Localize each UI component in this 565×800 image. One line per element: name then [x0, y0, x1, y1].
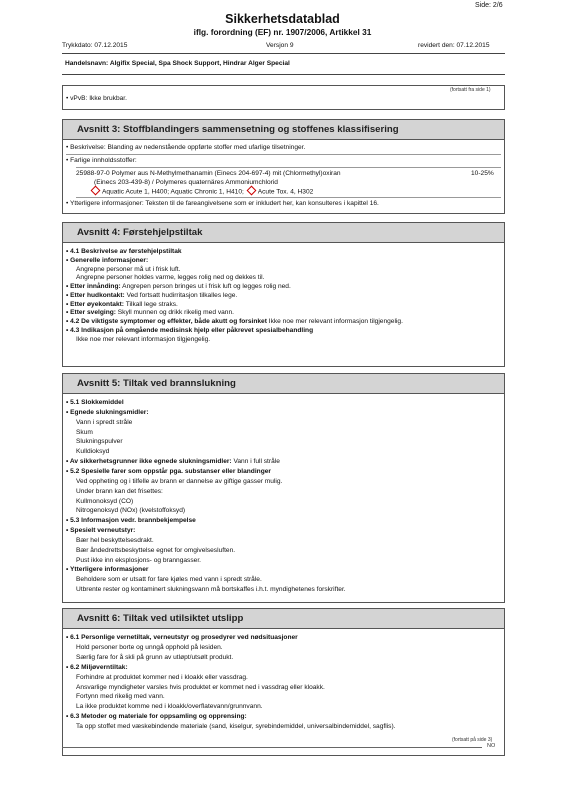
s4-line-label: • Generelle informasjoner:: [66, 256, 149, 264]
s4-line-label: • 4.3 Indikasjon på omgående medisinsk hjelp eller påkrevet spesialbehandling: [66, 326, 314, 334]
s5-line-label: • 5.3 Informasjon vedr. brannbekjempelse: [66, 517, 196, 525]
s5-line-text: Under brann kan det frisettes:: [76, 487, 163, 495]
s4-line-label: • 4.1 Beskrivelse av førstehjelpstiltak: [66, 248, 182, 255]
section-3-header: [62, 119, 505, 140]
continued-on-note: (fortsatt på side 3): [452, 737, 493, 743]
s6-line-label: • 6.2 Miljøverntiltak:: [66, 663, 128, 671]
s3-hazard-line: [90, 188, 313, 197]
s4-line: [66, 327, 313, 335]
s3-divider-1: [66, 154, 501, 155]
s6-line: [76, 684, 325, 692]
s4-line: [66, 248, 182, 256]
s4-line: [66, 318, 403, 326]
s5-line-text: Kulldioksyd: [76, 448, 110, 456]
s5-line-label: • Egnede slukningsmidler:: [66, 408, 149, 416]
s6-line-text: Forhindre at produktet kommer ned i kloakk eller vassdrag.: [76, 673, 248, 681]
s6-line-text: Særlig fare for å skli på grunn av utløpt/utsølt produkt.: [76, 653, 234, 661]
s4-line-text: Angrepne personer må ut i frisk luft.: [76, 265, 181, 273]
s5-line-text: Vann i spredt stråle: [76, 418, 133, 426]
s5-line: [66, 458, 280, 466]
s5-line: [66, 409, 149, 417]
s6-line: [66, 664, 128, 672]
s4-line: [66, 301, 178, 309]
s5-line-text: Bær åndedrettsbeskyttelse egnet for omgivelsesluften.: [76, 546, 236, 554]
s4-line: [76, 274, 264, 282]
header-divider: [62, 53, 505, 54]
s3-substance-line2: (Einecs 203-439-8) / Polymeres quaternäres Ammoniumchlorid: [94, 179, 278, 186]
s3-substance-percent: 10-25%: [471, 170, 494, 177]
exclamation-hazard-icon: [246, 186, 256, 196]
s5-line: [76, 586, 346, 594]
s4-line: [66, 309, 234, 317]
section-3-title: Avsnitt 3: Stoffblandingers sammensetning og stoffenes klassifisering: [77, 124, 399, 135]
s5-line: [66, 468, 271, 476]
trade-name-divider: [62, 74, 505, 75]
s6-line: [76, 674, 248, 682]
document-title: Sikkerhetsdatablad: [225, 12, 340, 26]
section-5-header: [62, 373, 505, 394]
s3-ytterligere: • Ytterligere informasjoner: Teksten til de fareangivelsene som er inkludert her, kan konsulteres i kapittel 16.: [66, 200, 379, 207]
s5-line: [76, 429, 93, 437]
s5-line: [66, 566, 148, 574]
s6-line: [76, 654, 233, 662]
s5-line-text: Bær hel beskyttelsesdrakt.: [76, 536, 154, 544]
s3-hazard-1: Aquatic Acute 1, H400; Aquatic Chronic 1, H410;: [102, 188, 244, 196]
s5-line: [76, 537, 154, 545]
vpvb-line: • vPvB: Ikke brukbar.: [66, 95, 127, 102]
s4-line-label: • 4.2 De viktigste symptomer og effekter, både akutt og forsinket: [66, 318, 267, 325]
s5-line-text: Ved oppheting og i tilfelle av brann er dannelse av giftige gasser mulig.: [76, 477, 283, 485]
s5-line: [76, 547, 235, 555]
s5-line: [76, 419, 132, 427]
section-6-box: [62, 608, 505, 756]
s4-line: [66, 257, 148, 265]
continuation-box: [62, 85, 505, 110]
s3-substance-line1: 25988-97-0 Polymer aus N-Methylmethanamin (Einecs 204-697-4) mit (Chlormethyl)oxiran: [76, 170, 341, 177]
s6-line-text: La ikke produktet komme ned i kloakk/overflatevann/grunnvann.: [76, 703, 263, 711]
s5-line: [66, 399, 124, 407]
s3-divider-3: [76, 197, 501, 198]
s6-line-text: Hold personer borte og unngå opphold på lesiden.: [76, 643, 223, 651]
s5-line-label: • 5.2 Spesielle farer som oppstår pga. substanser eller blandinger: [66, 467, 271, 475]
s5-line-text: Vann i full stråle: [231, 458, 280, 466]
s5-line: [76, 488, 163, 496]
s4-line: [76, 336, 210, 344]
s6-line: [66, 634, 298, 642]
section-5-title: Avsnitt 5: Tiltak ved brannslukning: [77, 378, 236, 389]
s6-line-text: Ansvarlige myndigheter varsles hvis produktet er kommet ned i vassdrag eller kloakk.: [76, 683, 325, 691]
s5-line: [76, 478, 282, 486]
s4-line-text: Angrepen person bringes ut i frisk luft og legges rolig ned.: [120, 283, 291, 290]
s3-farlige: • Farlige innholdsstoffer:: [66, 157, 137, 164]
document-subtitle: iflg. forordning (EF) nr. 1907/2006, Artikkel 31: [193, 27, 372, 37]
s4-line-text: Tilkall lege straks.: [124, 300, 178, 308]
s6-line: [76, 644, 223, 652]
s5-line: [76, 576, 262, 584]
s5-line-label: • Spesielt verneutstyr:: [66, 527, 136, 535]
s4-line: [66, 283, 291, 291]
section-4-header: [62, 222, 505, 243]
s5-line-text: Slukningspulver: [76, 438, 123, 446]
footer-divider: [62, 747, 482, 748]
s5-line-text: Pust ikke inn eksplosjons- og branngasser.: [76, 556, 201, 564]
s3-divider-2: [76, 167, 501, 168]
footer-code: NO: [487, 743, 496, 749]
section-6-title: Avsnitt 6: Tiltak ved utilsiktet utslipp: [77, 613, 244, 624]
s5-line-label: • Ytterligere informasjoner: [66, 566, 149, 574]
s5-line: [76, 498, 133, 506]
s6-line: [76, 703, 263, 711]
s6-line-label: • 6.3 Metoder og materiale for oppsamling og opprensing:: [66, 713, 247, 721]
section-4-title: Avsnitt 4: Førstehjelpstiltak: [77, 227, 203, 238]
s5-line: [76, 507, 185, 515]
s5-line-label: • Av sikkerhetsgrunner ikke egnede slukningsmidler:: [66, 458, 232, 466]
continued-from-note: (fortsatt fra side 1): [450, 87, 491, 93]
s5-line: [76, 438, 123, 446]
version: Versjon 9: [266, 42, 294, 49]
s4-line-label: • Etter svelging:: [66, 309, 116, 317]
s3-beskrivelse: • Beskrivelse: Blanding av nedenstående oppførte stoffer med ufarlige tilsetninger.: [66, 144, 306, 151]
s5-line: [76, 557, 201, 565]
s6-line: [76, 693, 165, 701]
s5-line: [66, 517, 196, 525]
s5-line-label: • 5.1 Slokkemiddel: [66, 399, 124, 406]
s4-line: [66, 292, 237, 300]
s5-line-text: Utbrente rester og kontaminert slukningsvann må bortskaffes i.h.t. myndighetenes forskrifter.: [76, 586, 346, 594]
s4-line-label: • Etter øyekontakt:: [66, 300, 125, 308]
s5-line-text: Skum: [76, 428, 93, 436]
s4-line-text: Skyll munnen og drikk rikelig med vann.: [115, 309, 234, 317]
s5-line-text: Beholdere som er utsatt for fare kjøles med vann i spredt stråle.: [76, 576, 262, 584]
s6-line-text: Fortynn med rikelig med vann.: [76, 693, 165, 701]
s4-line: [76, 266, 180, 274]
s5-line: [76, 448, 109, 456]
s4-line-label: • Etter innånding:: [66, 283, 121, 290]
print-date: Trykkdato: 07.12.2015: [62, 42, 128, 49]
section-6-header: [62, 608, 505, 629]
s4-line-text: Ved fortsatt hudirritasjon tilkalles lege.: [124, 291, 238, 299]
s5-line: [66, 527, 135, 535]
revised-date: revidert den: 07.12.2015: [418, 42, 490, 49]
trade-name: Handelsnavn: Algifix Special, Spa Shock Support, Hindrar Alger Special: [65, 60, 290, 67]
s4-line-text: Ikke noe mer relevant informasjon tilgjengelig.: [266, 318, 403, 325]
s5-line-text: Nitrogenoksyd (NOx) (kvelstoffoksyd): [76, 507, 186, 515]
s6-line-text: Ta opp stoffet med væskebindende materiale (sand, kiselgur, syrebindemiddel, universalbindemiddel, sagflis).: [76, 723, 396, 731]
page-number: Side: 2/6: [475, 2, 503, 9]
s6-line: [66, 713, 247, 721]
s6-line-label: • 6.1 Personlige vernetiltak, verneutstyr og prosedyrer ved nødsituasjoner: [66, 634, 298, 641]
s3-hazard-2: Acute Tox. 4, H302: [257, 188, 314, 196]
s4-line-text: Angrepne personer holdes varme, legges rolig ned og dekkes til.: [76, 274, 265, 282]
s5-line-text: Kullmonoksyd (CO): [76, 497, 134, 505]
s4-line-text: Ikke noe mer relevant informasjon tilgjengelig.: [76, 335, 211, 343]
s6-line: [76, 723, 395, 731]
s4-line-label: • Etter hudkontakt:: [66, 291, 125, 299]
environment-hazard-icon: [91, 186, 101, 196]
